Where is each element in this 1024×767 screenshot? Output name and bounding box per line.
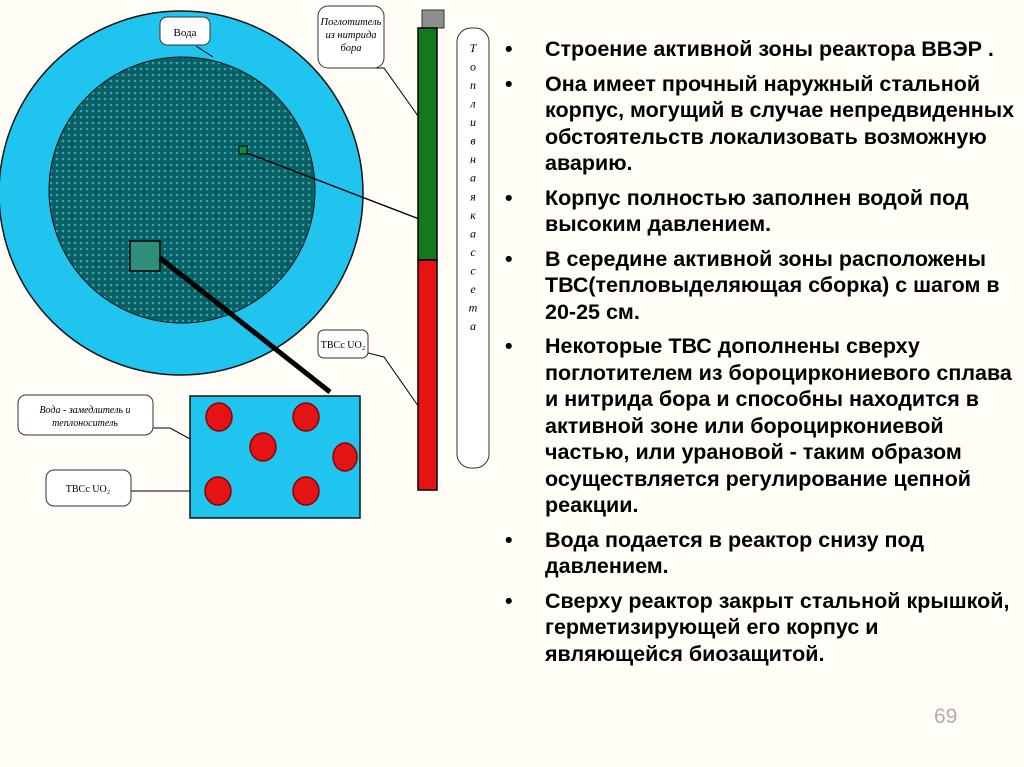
bullet-dot: • bbox=[505, 334, 513, 358]
label-fuel-lower bbox=[46, 470, 131, 506]
label-moderator bbox=[18, 395, 153, 435]
bullet-dot: • bbox=[505, 37, 513, 61]
bullet-item bbox=[503, 333, 1018, 519]
fuel-cell-detail bbox=[190, 396, 360, 518]
bullet-item bbox=[503, 185, 1018, 238]
bullet-dot: • bbox=[505, 246, 513, 271]
fuel-cassette-rod bbox=[418, 10, 444, 490]
bullet-item bbox=[503, 36, 1018, 63]
label-fuel-upper bbox=[318, 330, 368, 358]
label-fuel-lower-text: ТВСс UO₂ bbox=[65, 484, 111, 495]
label-water-text: Вода bbox=[173, 27, 197, 39]
bullet-dot: • bbox=[505, 71, 513, 96]
label-fuel-upper-text: ТВСс UO₂ bbox=[320, 340, 366, 351]
bullet-dot: • bbox=[505, 588, 513, 613]
label-cassette bbox=[457, 28, 489, 468]
label-moderator-text: Вода - замедлитель и теплоноситель bbox=[39, 405, 131, 429]
bullet-text: Она имеет прочный наружный стальной корпус, могущий в случае непредвиденных обстоятельств локализовать возможную аварию. bbox=[545, 71, 1015, 175]
fuel-assembly-marker bbox=[130, 241, 160, 271]
bullet-list bbox=[503, 36, 1018, 675]
bullet-text: Сверху реактор закрыт стальной крышкой, герметизирующей его корпус и являющейся биозащитой. bbox=[545, 588, 1010, 666]
bullet-text: Некоторые ТВС дополнены сверху поглотителем из бороциркониевого сплава и нитрида бора и способны находится в активной зоне или бороциркониевой частью, или урановой - таким образом осуществляется регулирование цепной реакции. bbox=[545, 334, 1012, 517]
bullet-text: Корпус полностью заполнен водой под высоким давлением. bbox=[545, 185, 969, 236]
bullet-item bbox=[503, 71, 1018, 177]
label-water bbox=[160, 17, 210, 45]
label-absorber bbox=[318, 6, 384, 68]
reactor-vessel bbox=[0, 11, 366, 375]
bullet-dot: • bbox=[505, 527, 513, 552]
bullet-item bbox=[503, 588, 1018, 668]
svg-text:Поглотительиз нитридабора: Поглотитель из нитрида бора bbox=[320, 17, 382, 54]
bullet-dot: • bbox=[505, 185, 513, 210]
bullet-text: Строение активной зоны реактора ВВЭР . bbox=[545, 37, 994, 61]
bullet-item bbox=[503, 246, 1018, 326]
page-number: 69 bbox=[934, 705, 958, 728]
bullet-text: Вода подается в реактор снизу под давлением. bbox=[545, 527, 925, 578]
bullet-text: В середине активной зоны расположены ТВС(тепловыделяющая сборка) с шагом в 20-25 см. bbox=[545, 246, 1000, 324]
label-cassette-text: Т о п л и в н а я к а с с е т а bbox=[468, 41, 478, 333]
fuel-assembly-small-marker bbox=[239, 146, 247, 154]
bullet-item bbox=[503, 527, 1018, 580]
reactor-core-diagram bbox=[0, 0, 500, 545]
